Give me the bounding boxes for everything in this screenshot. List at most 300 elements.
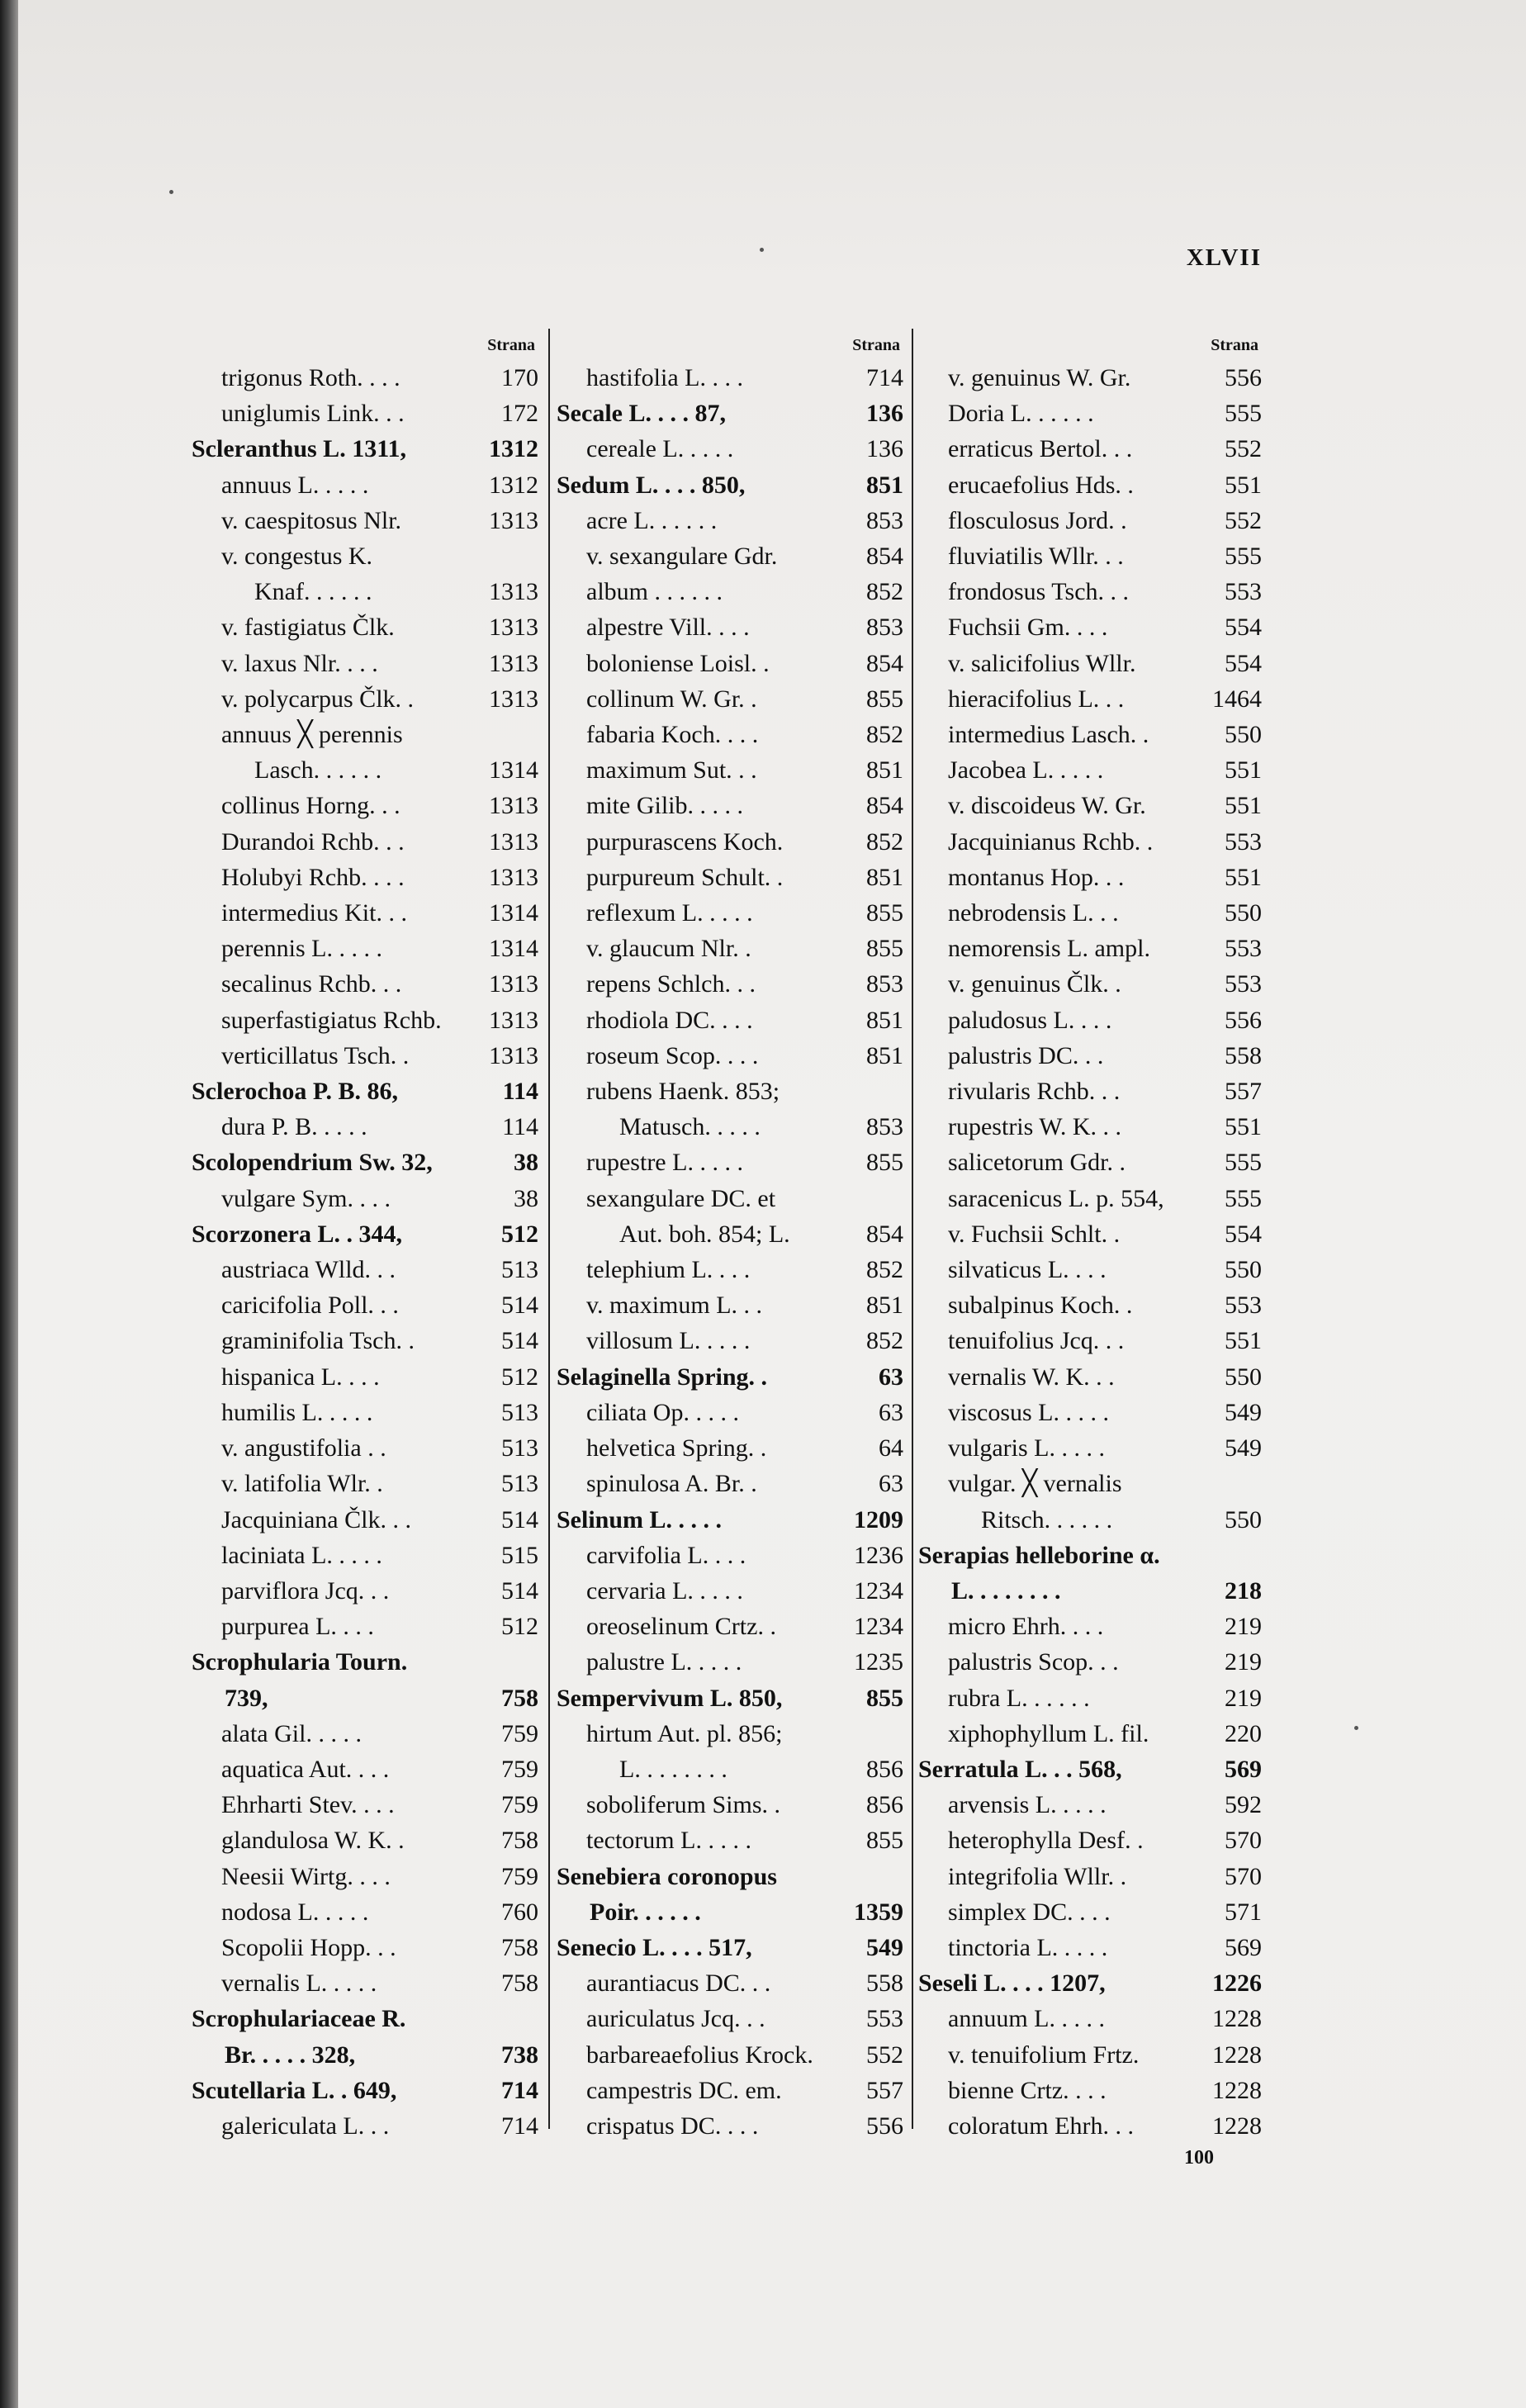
- entry-name: Ehrharti Stev. . . .: [221, 1791, 395, 1819]
- entry-page: 172: [501, 400, 538, 428]
- entry-name: Secale L. . . . 87,: [557, 400, 726, 428]
- entry-name: erucaefolius Hds. .: [948, 471, 1134, 499]
- entry-page: 550: [1225, 721, 1262, 749]
- entry-page: 856: [866, 1755, 903, 1783]
- entry-page: 851: [866, 1006, 903, 1034]
- index-entry: [557, 1823, 903, 1858]
- entry-name-continued: Matusch. . . . .: [619, 1113, 761, 1141]
- entry-name: mite Gilib. . . . .: [586, 792, 743, 820]
- index-entry: [918, 1216, 1262, 1252]
- entry-name: parviflora Jcq. . .: [221, 1576, 390, 1605]
- column-header: Strana: [1211, 336, 1258, 354]
- entry-page: 63: [879, 1398, 903, 1426]
- index-entry: [192, 1466, 538, 1501]
- entry-name: soboliferum Sims. .: [586, 1791, 781, 1819]
- entry-page: 550: [1225, 1363, 1262, 1391]
- entry-name: graminifolia Tsch. .: [221, 1327, 415, 1355]
- index-entry: [918, 1609, 1262, 1644]
- entry-page: 592: [1225, 1791, 1262, 1819]
- entry-page: 1313: [489, 614, 538, 642]
- entry-name: hispanica L. . . .: [221, 1363, 380, 1391]
- entry-name: vernalis W. K. . .: [948, 1363, 1115, 1391]
- entry-page: 714: [866, 364, 903, 391]
- entry-page: 569: [1225, 1933, 1262, 1961]
- entry-page: 136: [866, 400, 903, 428]
- entry-page: 513: [501, 1470, 538, 1498]
- index-entry: [918, 1145, 1262, 1180]
- entry-name: viscosus L. . . . .: [948, 1398, 1109, 1426]
- entry-name: vulgare Sym. . . .: [221, 1184, 391, 1212]
- index-entry: [557, 1644, 903, 1680]
- entry-name: Seseli L. . . . 1207,: [918, 1970, 1106, 1998]
- entry-page: 558: [1225, 1041, 1262, 1069]
- entry-page: 758: [501, 1827, 538, 1855]
- entry-page: 1235: [854, 1648, 903, 1676]
- index-heading-entry: [557, 1859, 903, 1930]
- entry-page: 851: [866, 756, 903, 784]
- index-entry: [192, 824, 538, 860]
- index-entry: [557, 1323, 903, 1358]
- entry-name: cereale L. . . . .: [586, 435, 734, 463]
- entry-name: v. tenuifolium Frtz.: [948, 2041, 1140, 2069]
- entry-name: silvaticus L. . . .: [948, 1256, 1107, 1284]
- entry-name: v. maximum L. . .: [586, 1292, 763, 1320]
- index-entry: [192, 1323, 538, 1358]
- entry-name: crispatus DC. . . .: [586, 2112, 759, 2140]
- entry-page: 856: [866, 1791, 903, 1819]
- index-entry: [192, 1573, 538, 1609]
- entry-page: 1313: [489, 578, 538, 606]
- entry-name: tinctoria L. . . . .: [948, 1933, 1108, 1961]
- index-entry: [557, 1430, 903, 1466]
- index-entry: [918, 1109, 1262, 1145]
- index-entry: [918, 396, 1262, 431]
- index-entry: [557, 824, 903, 860]
- entry-name: laciniata L. . . . .: [221, 1541, 382, 1569]
- index-entry: [918, 931, 1262, 966]
- entry-name: coloratum Ehrh. . .: [948, 2112, 1134, 2140]
- index-entry: [557, 538, 903, 574]
- entry-name: micro Ehrh. . . .: [948, 1613, 1104, 1641]
- index-entry: [918, 1787, 1262, 1823]
- entry-name: nemorensis L. ampl.: [948, 935, 1150, 963]
- entry-page: 760: [501, 1898, 538, 1926]
- entry-name: roseum Scop. . . .: [586, 1041, 759, 1069]
- index-entry: [192, 931, 538, 966]
- index-entry: [557, 503, 903, 538]
- entry-name: annuum L. . . . .: [948, 2005, 1105, 2033]
- index-heading-entry: [557, 1680, 903, 1716]
- entry-name: rubens Haenk. 853;: [586, 1078, 780, 1106]
- index-entry: [192, 1003, 538, 1038]
- index-entry: [918, 2001, 1262, 2036]
- index-heading-entry: [557, 396, 903, 431]
- index-entry: [557, 1609, 903, 1644]
- entry-page: 38: [514, 1184, 538, 1212]
- index-entry: [192, 717, 538, 788]
- entry-page: 759: [501, 1862, 538, 1890]
- entry-page: 551: [1225, 1113, 1262, 1141]
- index-entry: [918, 574, 1262, 609]
- entry-page: 852: [866, 1256, 903, 1284]
- entry-name: vulgar. ╳ vernalis: [948, 1470, 1122, 1498]
- index-entry: [918, 538, 1262, 574]
- index-entry: [918, 1894, 1262, 1930]
- index-entry: [557, 609, 903, 645]
- entry-page: 513: [501, 1434, 538, 1462]
- entry-name: acre L. . . . . .: [586, 506, 718, 534]
- entry-name: v. fastigiatus Člk.: [221, 614, 395, 642]
- entry-name: boloniense Loisl. .: [586, 649, 770, 677]
- entry-name: v. Fuchsii Schlt. .: [948, 1220, 1121, 1248]
- index-entry: [918, 1003, 1262, 1038]
- entry-name: secalinus Rchb. . .: [221, 970, 402, 998]
- index-heading-entry: [557, 467, 903, 503]
- index-entry: [557, 895, 903, 931]
- index-entry: [557, 966, 903, 1002]
- entry-page: 555: [1225, 400, 1262, 428]
- entry-name: vulgaris L. . . . .: [948, 1434, 1105, 1462]
- index-entry: [918, 609, 1262, 645]
- entry-page: 758: [501, 1684, 538, 1712]
- entry-page: 556: [1225, 364, 1262, 391]
- index-entry: [557, 788, 903, 823]
- entry-page: 551: [1225, 471, 1262, 499]
- entry-page: 1228: [1212, 2041, 1262, 2069]
- index-entry: [192, 1038, 538, 1074]
- entry-name: Serratula L. . . 568,: [918, 1755, 1122, 1783]
- entry-name: simplex DC. . . .: [948, 1898, 1111, 1926]
- entry-page: 852: [866, 827, 903, 856]
- index-entry: [192, 1751, 538, 1787]
- entry-page: 551: [1225, 863, 1262, 891]
- entry-name: v. latifolia Wlr. .: [221, 1470, 383, 1498]
- entry-name: uniglumis Link. . .: [221, 400, 405, 428]
- entry-name: alata Gil. . . . .: [221, 1719, 362, 1747]
- page-edge-shadow: [0, 0, 18, 2408]
- entry-page: 1313: [489, 827, 538, 856]
- entry-page: 514: [501, 1327, 538, 1355]
- index-heading-entry: [557, 1359, 903, 1395]
- entry-page: 513: [501, 1398, 538, 1426]
- entry-name: Selinum L. . . . .: [557, 1505, 723, 1533]
- entry-page: 38: [514, 1149, 538, 1177]
- entry-page: 550: [1225, 1505, 1262, 1533]
- entry-page: 553: [1225, 827, 1262, 856]
- page-number: XLVII: [1186, 244, 1262, 271]
- entry-name: campestris DC. em.: [586, 2076, 782, 2104]
- entry-page: 1314: [489, 899, 538, 927]
- index-entry: [557, 1074, 903, 1145]
- entry-name: v. genuinus W. Gr.: [948, 364, 1131, 391]
- entry-name: austriaca Wlld. . .: [221, 1256, 396, 1284]
- index-entry: [192, 1502, 538, 1538]
- entry-page: 853: [866, 970, 903, 998]
- index-heading-entry: [192, 2001, 538, 2072]
- entry-name: frondosus Tsch. . .: [948, 578, 1130, 606]
- index-entry: [918, 1038, 1262, 1074]
- index-column-2: [557, 330, 903, 2144]
- entry-name: rivularis Rchb. . .: [948, 1078, 1121, 1106]
- index-entry: [192, 895, 538, 931]
- index-entry: [192, 966, 538, 1002]
- index-entry: [557, 360, 903, 396]
- entry-page: 114: [502, 1078, 538, 1106]
- entry-page: 1228: [1212, 2005, 1262, 2033]
- entry-page: 571: [1225, 1898, 1262, 1926]
- entry-page: 1359: [854, 1898, 903, 1926]
- entry-name: fluviatilis Wllr. . .: [948, 543, 1124, 571]
- entry-page: 549: [1225, 1398, 1262, 1426]
- index-entry: [557, 2073, 903, 2108]
- entry-name-continued: Br. . . . . 328,: [225, 2041, 356, 2069]
- entry-name: Doria L. . . . . .: [948, 400, 1094, 428]
- entry-name: alpestre Vill. . . .: [586, 614, 750, 642]
- entry-page: 570: [1225, 1862, 1262, 1890]
- index-entry: [918, 1716, 1262, 1751]
- entry-page: 569: [1225, 1755, 1262, 1783]
- entry-name: glandulosa W. K. .: [221, 1827, 405, 1855]
- index-entry: [918, 2073, 1262, 2108]
- entry-page: 515: [501, 1541, 538, 1569]
- entry-page: 555: [1225, 1149, 1262, 1177]
- entry-name: maximum Sut. . .: [586, 756, 757, 784]
- index-entry: [192, 646, 538, 681]
- entry-name: palustris DC. . .: [948, 1041, 1104, 1069]
- entry-page: 170: [501, 364, 538, 391]
- entry-page: 219: [1225, 1648, 1262, 1676]
- index-entry: [557, 1181, 903, 1252]
- entry-name-continued: Aut. boh. 854; L.: [619, 1220, 790, 1248]
- index-entry: [918, 1466, 1262, 1537]
- index-entry: [192, 1823, 538, 1858]
- entry-page: 550: [1225, 1256, 1262, 1284]
- index-entry: [918, 1323, 1262, 1358]
- entry-name: v. congestus K.: [221, 543, 373, 571]
- column-header: Strana: [852, 336, 900, 354]
- entry-page: 514: [501, 1292, 538, 1320]
- index-entry: [918, 1823, 1262, 1858]
- entry-name: Selaginella Spring. .: [557, 1363, 768, 1391]
- index-entry: [557, 646, 903, 681]
- entry-name: annuus L. . . . .: [221, 471, 369, 499]
- index-heading-entry: [192, 1074, 538, 1109]
- entry-list: [557, 360, 903, 2144]
- index-entry: [192, 1716, 538, 1751]
- entry-name-continued: L. . . . . . . .: [619, 1755, 727, 1783]
- index-entry: [192, 1287, 538, 1323]
- entry-name: hieracifolius L. . .: [948, 685, 1125, 713]
- index-entry: [557, 1466, 903, 1501]
- entry-page: 1314: [489, 935, 538, 963]
- entry-name: auriculatus Jcq. . .: [586, 2005, 765, 2033]
- entry-page: 853: [866, 1113, 903, 1141]
- index-entry: [918, 681, 1262, 717]
- index-entry: [192, 1395, 538, 1430]
- entry-list: [192, 360, 538, 2144]
- entry-page: 552: [866, 2041, 903, 2069]
- index-heading-entry: [192, 431, 538, 467]
- entry-page: 759: [501, 1755, 538, 1783]
- entry-page: 1313: [489, 863, 538, 891]
- entry-name: Jacquinianus Rchb. .: [948, 827, 1154, 856]
- index-entry: [192, 681, 538, 717]
- entry-page: 714: [501, 2112, 538, 2140]
- entry-name: v. glaucum Nlr. .: [586, 935, 751, 963]
- entry-name: erraticus Bertol. . .: [948, 435, 1133, 463]
- entry-page: 759: [501, 1791, 538, 1819]
- entry-name: collinus Horng. . .: [221, 792, 400, 820]
- entry-page: 220: [1225, 1719, 1262, 1747]
- entry-name: ciliata Op. . . . .: [586, 1398, 739, 1426]
- entry-name: superfastigiatus Rchb.: [221, 1006, 442, 1034]
- entry-name-continued: Lasch. . . . . .: [254, 756, 382, 784]
- entry-name: rhodiola DC. . . .: [586, 1006, 753, 1034]
- entry-page: 1209: [854, 1505, 903, 1533]
- index-heading-entry: [192, 2073, 538, 2108]
- entry-name: paludosus L. . . .: [948, 1006, 1112, 1034]
- entry-name: Sclerochoa P. B. 86,: [192, 1078, 399, 1106]
- index-entry: [557, 1038, 903, 1074]
- entry-name: intermedius Lasch. .: [948, 721, 1149, 749]
- index-entry: [192, 788, 538, 823]
- entry-page: 738: [501, 2041, 538, 2069]
- entry-page: 1236: [854, 1541, 903, 1569]
- index-entry: [192, 396, 538, 431]
- entry-page: 514: [501, 1576, 538, 1605]
- entry-page: 855: [866, 1684, 903, 1712]
- entry-page: 1312: [489, 471, 538, 499]
- entry-name: Neesii Wirtg. . . .: [221, 1862, 391, 1890]
- entry-name: repens Schlch. . .: [586, 970, 756, 998]
- entry-page: 553: [1225, 578, 1262, 606]
- entry-name: intermedius Kit. . .: [221, 899, 407, 927]
- entry-page: 552: [1225, 435, 1262, 463]
- entry-name: v. angustifolia . .: [221, 1434, 386, 1462]
- index-entry: [918, 1859, 1262, 1894]
- entry-page: 549: [866, 1933, 903, 1961]
- entry-page: 552: [1225, 506, 1262, 534]
- entry-name: hastifolia L. . . .: [586, 364, 743, 391]
- index-column-3: [918, 330, 1262, 2144]
- index-entry: [192, 609, 538, 645]
- entry-page: 136: [866, 435, 903, 463]
- index-heading-entry: [918, 1751, 1262, 1787]
- entry-name: montanus Hop. . .: [948, 863, 1125, 891]
- entry-page: 1312: [489, 435, 538, 463]
- entry-name: carvifolia L. . . .: [586, 1541, 746, 1569]
- index-entry: [192, 1181, 538, 1216]
- index-entry: [557, 717, 903, 752]
- entry-name: purpurea L. . . .: [221, 1613, 374, 1641]
- entry-name: Jacobea L. . . . .: [948, 756, 1104, 784]
- index-entry: [918, 1287, 1262, 1323]
- entry-name: galericulata L. . .: [221, 2112, 390, 2140]
- index-entry: [918, 2037, 1262, 2073]
- index-entry: [192, 1930, 538, 1965]
- column-divider-1: [548, 329, 550, 2129]
- entry-page: 854: [866, 649, 903, 677]
- index-entry: [918, 1644, 1262, 1680]
- entry-name: annuus ╳ perennis: [221, 721, 403, 749]
- entry-name: v. laxus Nlr. . . .: [221, 649, 378, 677]
- index-entry: [918, 1181, 1262, 1216]
- entry-page: 854: [866, 543, 903, 571]
- ink-speck: [1354, 1726, 1358, 1730]
- index-entry: [192, 1609, 538, 1644]
- entry-name: reflexum L. . . . .: [586, 899, 753, 927]
- ink-speck: [169, 190, 173, 194]
- entry-name: palustre L. . . . .: [586, 1648, 742, 1676]
- index-entry: [192, 1965, 538, 2001]
- entry-page: 1228: [1212, 2076, 1262, 2104]
- entry-page: 513: [501, 1256, 538, 1284]
- index-entry: [557, 1538, 903, 1573]
- entry-name: salicetorum Gdr. .: [948, 1149, 1126, 1177]
- entry-page: 1313: [489, 792, 538, 820]
- entry-page: 114: [502, 1113, 538, 1141]
- entry-page: 1313: [489, 506, 538, 534]
- entry-name: caricifolia Poll. . .: [221, 1292, 399, 1320]
- entry-page: 549: [1225, 1434, 1262, 1462]
- entry-name-continued: Poir. . . . . .: [590, 1898, 701, 1926]
- entry-name: tenuifolius Jcq. . .: [948, 1327, 1125, 1355]
- entry-name: Scopolii Hopp. . .: [221, 1933, 396, 1961]
- index-entry: [557, 1787, 903, 1823]
- index-entry: [557, 752, 903, 788]
- entry-page: 555: [1225, 1184, 1262, 1212]
- entry-name: palustris Scop. . .: [948, 1648, 1119, 1676]
- entry-name: trigonus Roth. . . .: [221, 364, 400, 391]
- index-entry: [192, 503, 538, 538]
- entry-name: rubra L. . . . . .: [948, 1684, 1090, 1712]
- entry-page: 63: [879, 1470, 903, 1498]
- entry-name: rupestre L. . . . .: [586, 1149, 743, 1177]
- index-entry: [918, 1359, 1262, 1395]
- entry-name: bienne Crtz. . . .: [948, 2076, 1107, 2104]
- entry-page: 557: [866, 2076, 903, 2104]
- index-entry: [557, 1965, 903, 2001]
- index-entry: [557, 574, 903, 609]
- entry-name: Senecio L. . . . 517,: [557, 1933, 752, 1961]
- entry-page: 570: [1225, 1827, 1262, 1855]
- entry-page: 854: [866, 1220, 903, 1248]
- entry-page: 1314: [489, 756, 538, 784]
- index-entry: [918, 752, 1262, 788]
- index-entry: [918, 895, 1262, 931]
- entry-name: Scolopendrium Sw. 32,: [192, 1149, 433, 1177]
- entry-name: spinulosa A. Br. .: [586, 1470, 757, 1498]
- index-entry: [918, 717, 1262, 752]
- entry-page: 855: [866, 899, 903, 927]
- entry-name: rupestris W. K. . .: [948, 1113, 1121, 1141]
- entry-page: 512: [501, 1613, 538, 1641]
- index-entry: [918, 1074, 1262, 1109]
- entry-name-continued: Ritsch. . . . . .: [981, 1505, 1113, 1533]
- index-column-1: [192, 330, 538, 2144]
- entry-name: Fuchsii Gm. . . .: [948, 614, 1108, 642]
- entry-name: telephium L. . . .: [586, 1256, 751, 1284]
- index-entry: [557, 860, 903, 895]
- entry-name: Scorzonera L. . 344,: [192, 1220, 402, 1248]
- entry-name: villosum L. . . . .: [586, 1327, 751, 1355]
- entry-name: oreoselinum Crtz. .: [586, 1613, 776, 1641]
- entry-page: 852: [866, 721, 903, 749]
- index-entry: [557, 2037, 903, 2073]
- entry-name: Durandoi Rchb. . .: [221, 827, 405, 856]
- index-entry: [918, 1680, 1262, 1716]
- entry-page: 1313: [489, 1041, 538, 1069]
